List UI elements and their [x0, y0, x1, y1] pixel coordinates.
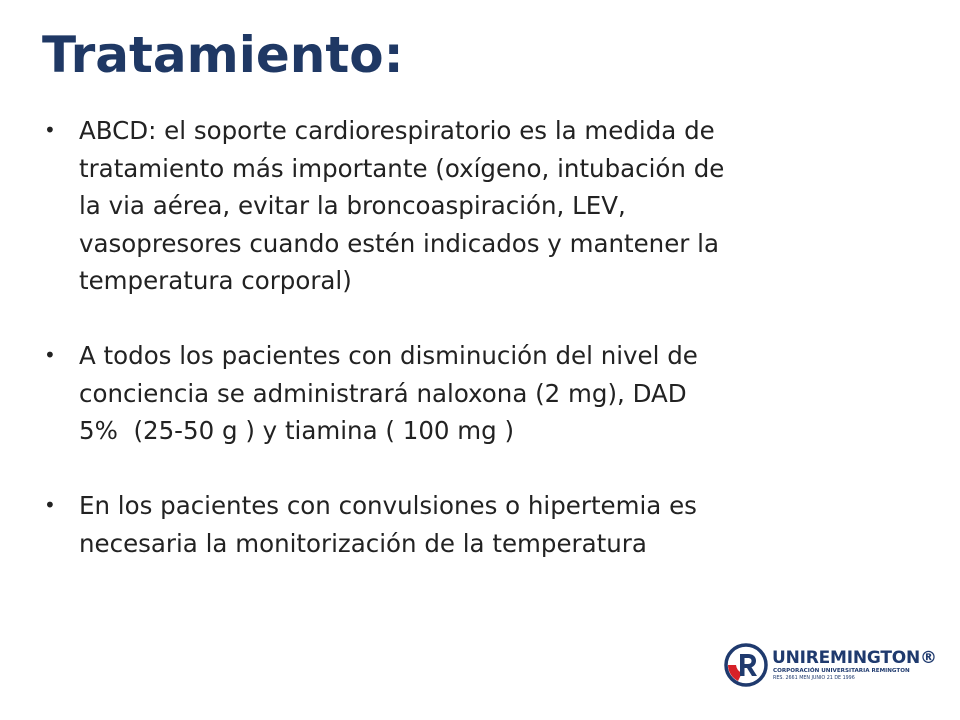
slide-title: Tratamiento: — [42, 26, 404, 84]
logo-registration: RES. 2661 MEN JUNIO 21 DE 1996 — [773, 676, 855, 681]
logo-name: UNIREMINGTON® — [772, 648, 937, 668]
bullet-line: necesaria la monitorización de la temperatura — [79, 528, 647, 558]
bullet-line: 5% (25-50 g ) y tiamina ( 100 mg ) — [79, 416, 515, 445]
uniremington-r-mark-icon — [724, 643, 768, 687]
bullet-item-naloxona — [44, 337, 924, 450]
bullet-icon: • — [44, 493, 56, 517]
bullet-line: temperatura corporal) — [79, 266, 352, 295]
bullet-line: A todos los pacientes con disminución del nivel de — [79, 341, 698, 370]
bullet-item-temperatura — [44, 487, 924, 562]
bullet-line: ABCD: el soporte cardiorespiratorio es la medida de — [79, 116, 715, 145]
bullet-line: conciencia se administrará naloxona (2 mg), DAD — [79, 378, 687, 408]
bullet-line: tratamiento más importante (oxígeno, intubación de — [79, 153, 725, 183]
bullet-item-abcd — [44, 112, 924, 300]
uniremington-logo — [724, 643, 937, 691]
bullet-icon: • — [44, 118, 56, 142]
bullet-list — [44, 112, 924, 600]
logo-subtitle: CORPORACIÓN UNIVERSITARIA REMINGTON — [773, 668, 910, 674]
bullet-line: la via aérea, evitar la broncoaspiración, LEV, — [79, 191, 626, 220]
bullet-icon: • — [44, 343, 56, 367]
bullet-line: vasopresores cuando estén indicados y mantener la — [79, 228, 719, 258]
bullet-line: En los pacientes con convulsiones o hipertemia es — [79, 491, 697, 520]
